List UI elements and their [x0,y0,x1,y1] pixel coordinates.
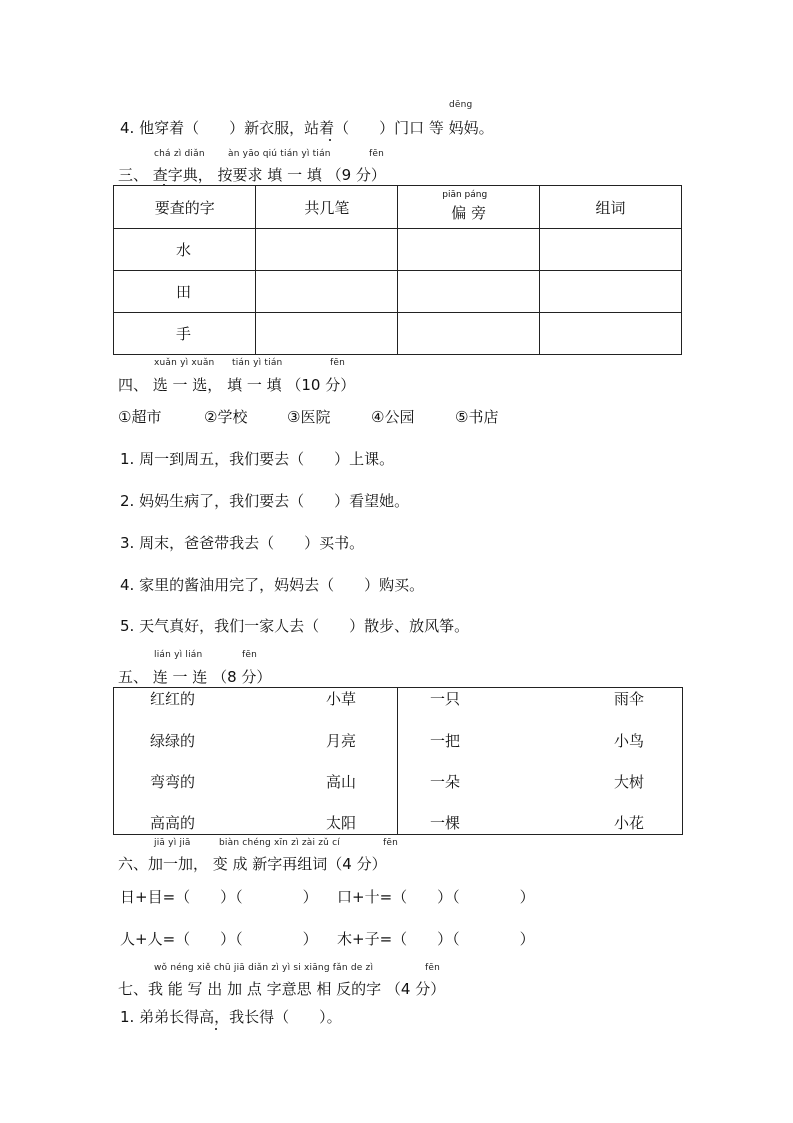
match-object-2[interactable]: 小鸟 [614,732,645,750]
table-row-char: 手 [114,313,256,355]
matching-box [113,687,683,835]
pinyin-section-7: wǒ néng xiě chū jiā diǎn zì yì si xiāng fǎn de zì [154,963,374,973]
answer-cell[interactable] [256,271,398,313]
match-object-4[interactable]: 小花 [614,814,645,832]
answer-cell[interactable] [256,313,398,355]
answer-cell[interactable] [540,313,682,355]
match-noun-4[interactable]: 太阳 [326,814,357,832]
table-header: 要查的字 [114,186,256,229]
combine-row1-right: 口+十=（ ）（ ） [337,888,535,906]
fill-item-4: 4. 家里的酱油用完了，妈妈去（ ）购买。 [120,576,425,594]
answer-cell[interactable] [540,271,682,313]
pinyin-fen: fēn [383,838,399,848]
match-noun-2[interactable]: 月亮 [326,732,357,750]
emphasis-dot [215,1028,217,1030]
table-header: 共几笔 [256,186,398,229]
pinyin-xuan-yi-xuan: xuǎn yì xuǎn [154,358,215,368]
pinyin-jia-yi-jia: jiā yì jiā [154,838,191,848]
answer-cell[interactable] [398,313,540,355]
option-3: ③医院 [287,408,331,426]
pinyin-fen: fēn [425,963,441,973]
pinyin-fen: fēn [242,650,258,660]
match-noun-3[interactable]: 高山 [326,773,357,791]
match-left-1[interactable]: 红红的 [150,690,196,708]
option-5: ⑤书店 [455,408,499,426]
match-object-1[interactable]: 雨伞 [614,690,645,708]
section-4-title: 四、 选 一 选， 填 一 填 （10 分） [118,376,356,394]
section-5-title: 五、 连 一 连 （8 分） [118,668,272,686]
match-left-3[interactable]: 弯弯的 [150,773,196,791]
option-1: ①超市 [118,408,162,426]
matching-divider [397,687,398,834]
table-header-radical: piān páng 偏 旁 [398,186,540,229]
section-6-title: 六、加一加， 变 成 新字再组词（4 分） [118,855,387,873]
fill-item-3: 3. 周末，爸爸带我去（ ）买书。 [120,534,365,552]
combine-row2-left: 人+人=（ ）（ ） [120,930,318,948]
section-7-title: 七、我 能 写 出 加 点 字意思 相 反的字 （4 分） [118,980,446,998]
answer-cell[interactable] [540,229,682,271]
match-left-2[interactable]: 绿绿的 [150,732,196,750]
match-noun-1[interactable]: 小草 [326,690,357,708]
fill-item-5: 5. 天气真好，我们一家人去（ ）散步、放风筝。 [120,617,470,635]
match-object-3[interactable]: 大树 [614,773,645,791]
table-header: 组词 [540,186,682,229]
match-measure-3[interactable]: 一朵 [430,773,461,791]
combine-row2-right: 木+子=（ ）（ ） [337,930,535,948]
match-measure-1[interactable]: 一只 [430,690,461,708]
table-row-char: 水 [114,229,256,271]
antonym-item-1: 1. 弟弟长得高，我长得（ ）。 [120,1008,342,1026]
fill-item-1: 1. 周一到周五，我们要去（ ）上课。 [120,450,395,468]
pinyin-tian-yi-tian: tián yì tián [232,358,283,368]
dictionary-table [113,185,682,355]
pinyin-fen: fēn [330,358,346,368]
table-row-char: 田 [114,271,256,313]
pinyin-an-yao-qiu: àn yāo qiú tián yì tián [228,149,331,159]
answer-cell[interactable] [398,271,540,313]
match-left-4[interactable]: 高高的 [150,814,196,832]
answer-cell[interactable] [398,229,540,271]
match-measure-4[interactable]: 一棵 [430,814,461,832]
option-4: ④公园 [371,408,415,426]
pinyin-bian-cheng: biàn chéng xīn zì zài zǔ cí [219,838,340,848]
answer-cell[interactable] [256,229,398,271]
pinyin-deng: dēng [449,100,473,110]
section-3-title: 三、 查字典， 按要求 填 一 填 （9 分） [118,166,386,184]
question-4-text: 4. 他穿着（ ）新衣服，站着（ ）门口 等 妈妈。 [120,119,494,137]
emphasis-dot [329,139,331,141]
match-measure-2[interactable]: 一把 [430,732,461,750]
pinyin-lian-yi-lian: lián yì lián [154,650,203,660]
option-2: ②学校 [204,408,248,426]
pinyin-fen: fēn [369,149,385,159]
pinyin-cha-zi-dian: chá zì diǎn [154,149,205,159]
combine-row1-left: 日+目=（ ）（ ） [120,888,318,906]
fill-item-2: 2. 妈妈生病了，我们要去（ ）看望她。 [120,492,410,510]
pinyin-pian-pang: piān páng [442,190,488,200]
